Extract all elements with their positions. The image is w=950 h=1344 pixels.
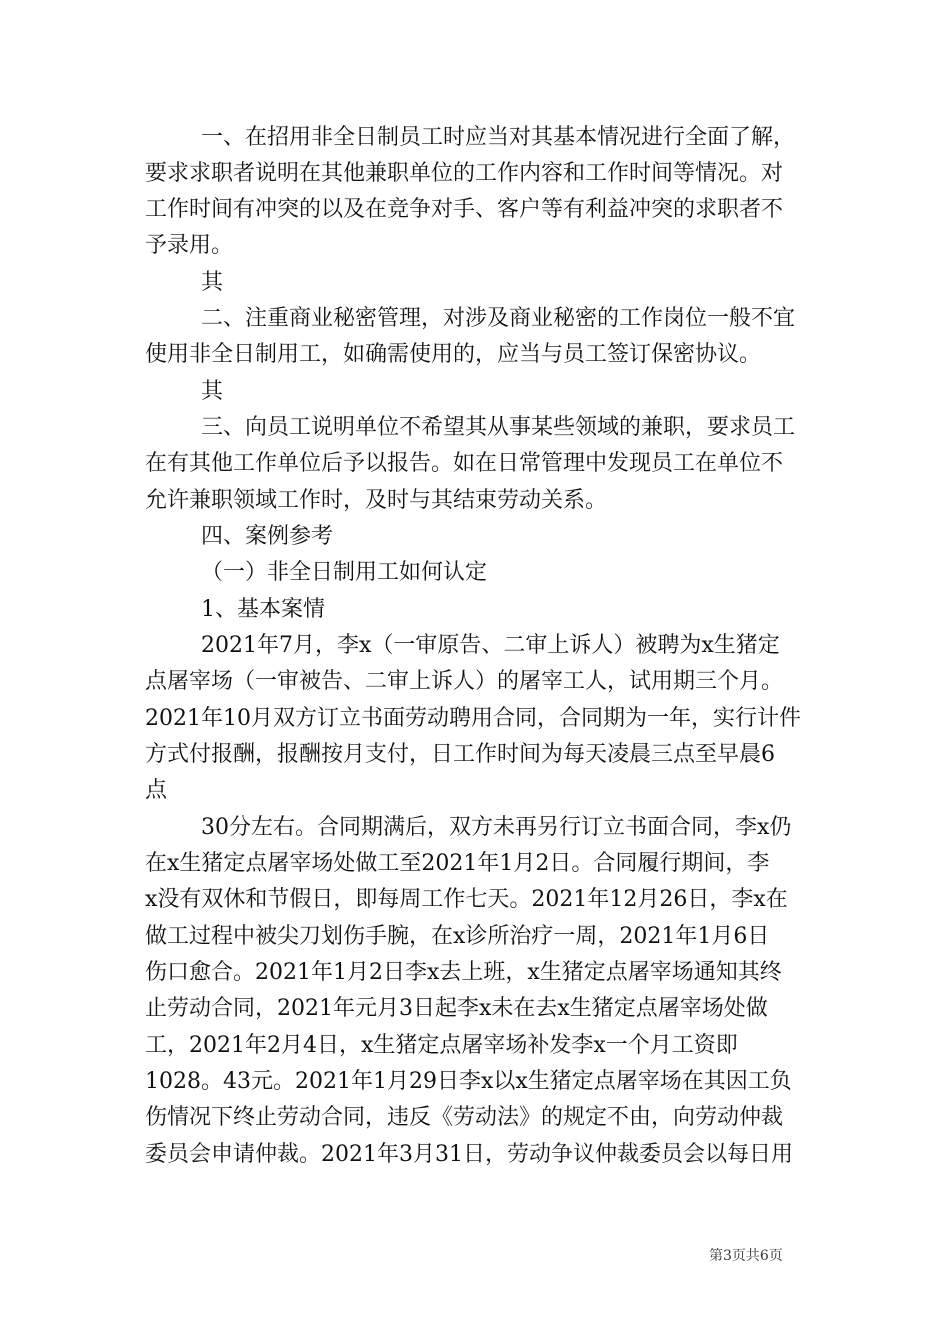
text-line: 做工过程中被尖刀划伤手腕，在x诊所治疗一周，2021年1月6日 — [145, 924, 770, 949]
text-line: （一）非全日制用工如何认定 — [201, 560, 488, 585]
text-line: 在x生猪定点屠宰场处做工至2021年1月2日。合同履行期间，李 — [145, 851, 770, 876]
text-line: 点 — [145, 778, 168, 803]
text-line: 工作时间有冲突的以及在竞争对手、客户等有利益冲突的求职者不 — [145, 197, 784, 222]
text-line: 30分左右。合同期满后，双方未再另行订立书面合同，李x仍 — [201, 815, 792, 840]
text-line: 在有其他工作单位后予以报告。如在日常管理中发现员工在单位不 — [145, 451, 784, 476]
page-number: 第3页共6页 — [709, 1248, 783, 1264]
text-line: 二、注重商业秘密管理，对涉及商业秘密的工作岗位一般不宜 — [201, 306, 796, 331]
text-line: 1028。43元。2021年1月29日李x以x生猪定点屠宰场在其因工负 — [145, 1069, 792, 1094]
text-line: 使用非全日制用工，如确需使用的，应当与员工签订保密协议。 — [145, 342, 762, 367]
text-line: 其 — [201, 379, 224, 404]
text-line: 三、向员工说明单位不希望其从事某些领域的兼职，要求员工 — [201, 415, 796, 440]
text-line: 工，2021年2月4日，x生猪定点屠宰场补发李x一个月工资即 — [145, 1033, 738, 1058]
text-line: 予录用。 — [145, 233, 234, 258]
text-line: 四、案例参考 — [201, 524, 334, 549]
text-line: 点屠宰场（一审被告、二审上诉人）的屠宰工人，试用期三个月。 — [145, 669, 784, 694]
text-line: 一、在招用非全日制员工时应当对其基本情况进行全面了解， — [201, 125, 796, 150]
text-line: x没有双休和节假日，即每周工作七天。2021年12月26日，李x在 — [145, 887, 788, 912]
text-line: 2021年7月，李x（一审原告、二审上诉人）被聘为x生猪定 — [201, 633, 780, 658]
text-line: 委员会申请仲裁。2021年3月31日，劳动争议仲裁委员会以每日用 — [145, 1142, 793, 1167]
text-line: 要求求职者说明在其他兼职单位的工作内容和工作时间等情况。对 — [145, 161, 784, 186]
text-line: 允许兼职领域工作时，及时与其结束劳动关系。 — [145, 488, 608, 513]
text-line: 1、基本案情 — [201, 597, 325, 622]
text-line: 止劳动合同，2021年元月3日起李x未在去x生猪定点屠宰场处做 — [145, 996, 768, 1021]
text-line: 伤口愈合。2021年1月2日李x去上班，x生猪定点屠宰场通知其终 — [145, 960, 782, 985]
text-line: 其 — [201, 270, 224, 295]
text-line: 伤情况下终止劳动合同，违反《劳动法》的规定不由，向劳动仲裁 — [145, 1105, 784, 1130]
text-line: 方式付报酬，报酬按月支付，日工作时间为每天凌晨三点至早晨6 — [145, 742, 775, 767]
text-line: 2021年10月双方订立书面劳动聘用合同，合同期为一年，实行计件 — [145, 706, 801, 731]
